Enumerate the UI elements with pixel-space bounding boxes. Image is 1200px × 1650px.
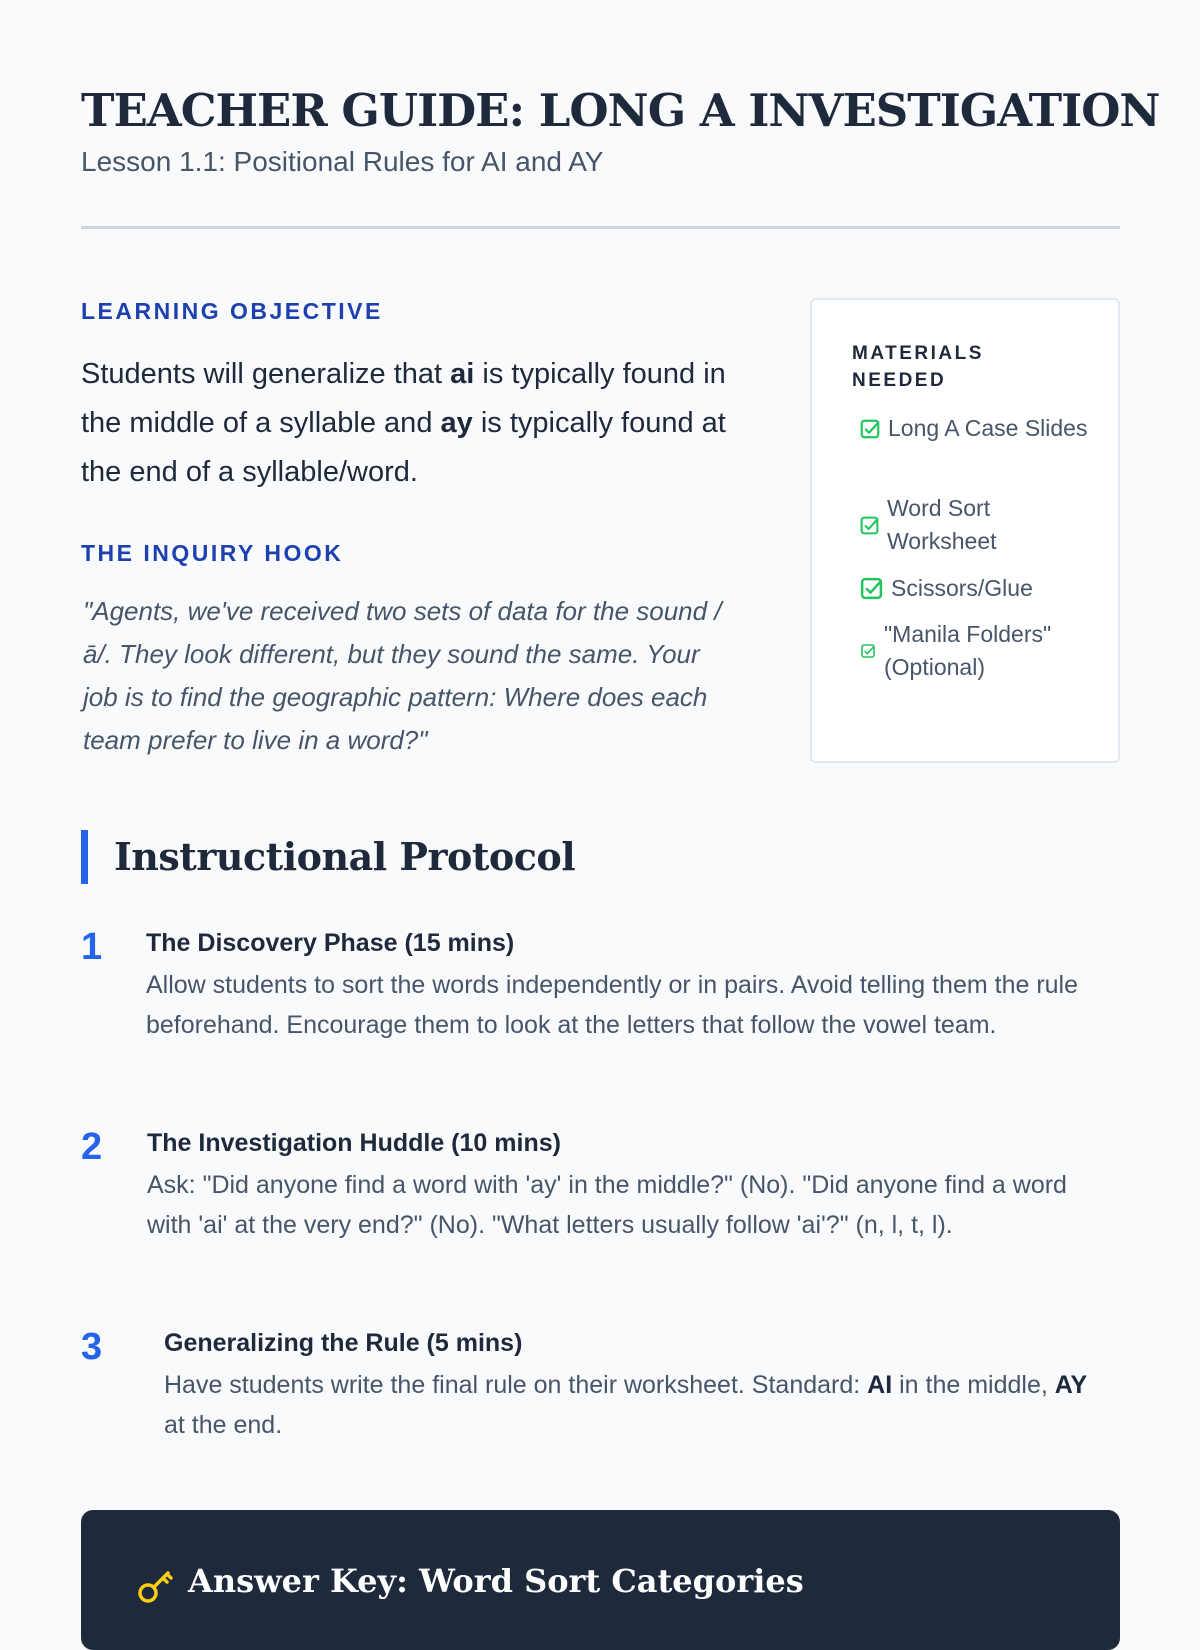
objective-text (81, 350, 731, 497)
materials-item-label: Long A Case Slides (888, 415, 1088, 441)
step-body-bold-ay: AY (1054, 1371, 1088, 1399)
hook-label: THE INQUIRY HOOK (81, 540, 344, 566)
materials-card (810, 298, 1120, 763)
materials-item-label: Scissors/Glue (891, 575, 1033, 601)
step-body (164, 1365, 1109, 1445)
objective-text-part: is typically found at the end of a syllable/word. (81, 407, 726, 488)
check-square-icon (852, 418, 888, 440)
check-square-icon (852, 576, 891, 601)
objective-text-part: is typically found in the middle of a syllable and (81, 358, 726, 439)
step-number: 2 (81, 1126, 103, 1168)
header-divider (81, 226, 1120, 229)
step-body: Ask: "Did anyone find a word with 'ay' in the middle?" (No). "Did anyone find a word with 'ai' at the very end?" (No). "What letters usually follow 'ai'?" (n, l, t, l). (147, 1171, 1067, 1239)
objective-bold-ay: ay (440, 407, 473, 439)
materials-title: MATERIALS NEEDED (852, 343, 984, 391)
step-body-part: at the end. (164, 1411, 283, 1439)
protocol-accent-bar (81, 830, 88, 884)
step-heading: The Discovery Phase (15 mins) (146, 929, 515, 957)
materials-item (852, 492, 1092, 558)
step-body-bold-ai: AI (867, 1371, 893, 1399)
key-icon (135, 1566, 175, 1611)
materials-item (852, 572, 1092, 605)
step-number: 1 (81, 926, 103, 968)
materials-item (852, 618, 1092, 684)
objective-label: LEARNING OBJECTIVE (81, 298, 383, 324)
page-subtitle: Lesson 1.1: Positional Rules for AI and AY (81, 146, 604, 177)
step-body: Allow students to sort the words independently or in pairs. Avoid telling them the rule beforehand. Encourage them to look at the letters that follow the vowel team. (146, 971, 1079, 1039)
hook-quote: "Agents, we've received two sets of data for the sound /ā/. They look different, but they sound the same. Your job is to find the geographic pattern: Where does each team prefer to live in a word?" (83, 596, 722, 755)
step-heading: The Investigation Huddle (10 mins) (147, 1129, 561, 1157)
answer-key-title: Answer Key: Word Sort Categories (188, 1562, 804, 1600)
step-heading: Generalizing the Rule (5 mins) (164, 1329, 523, 1357)
step-body-part: Have students write the final rule on their worksheet. Standard: (164, 1371, 868, 1399)
materials-item-label: Word Sort Worksheet (887, 495, 997, 554)
materials-item (852, 412, 1092, 445)
check-square-icon (852, 515, 887, 536)
step-number: 3 (81, 1326, 103, 1368)
check-square-icon (852, 643, 884, 659)
page-title: TEACHER GUIDE: LONG A INVESTIGATION (81, 84, 1160, 137)
step-body-part: in the middle, (892, 1371, 1055, 1399)
materials-item-label: "Manila Folders" (Optional) (884, 621, 1052, 680)
answer-key-card (81, 1510, 1120, 1650)
objective-text-part: Students will generalize that (81, 358, 451, 390)
objective-bold-ai: ai (450, 358, 475, 390)
protocol-title: Instructional Protocol (114, 834, 576, 879)
